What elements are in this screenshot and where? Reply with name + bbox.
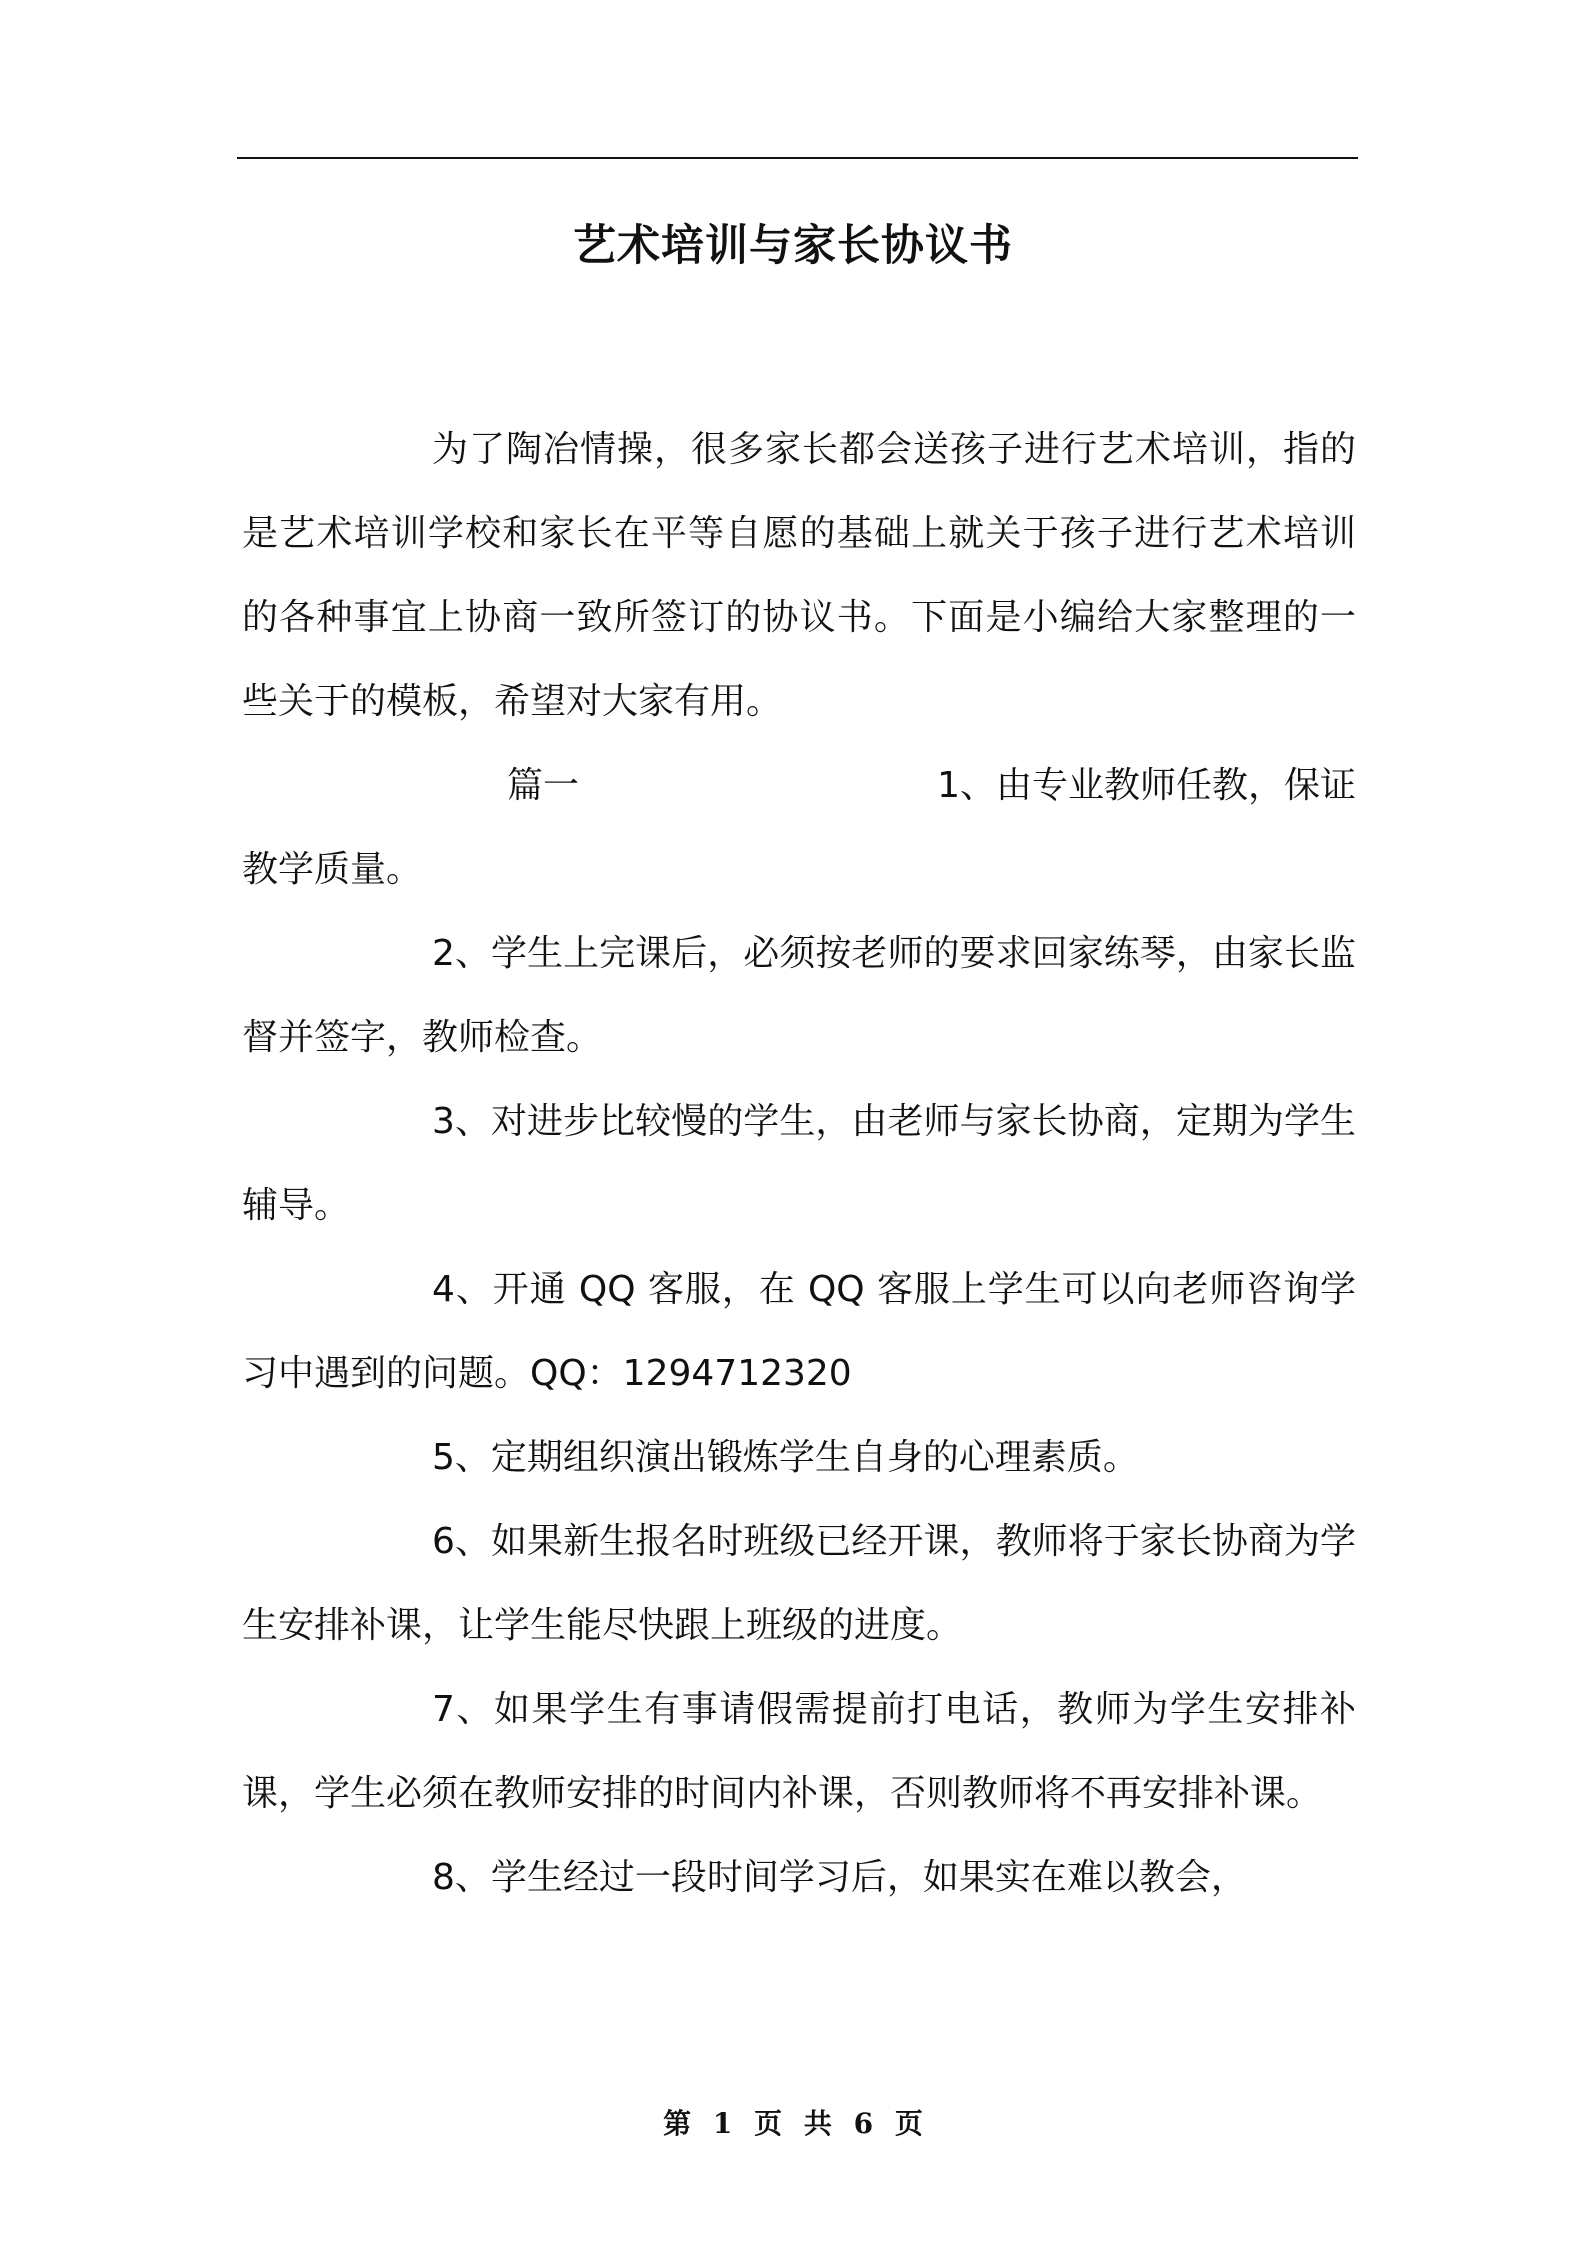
intro-paragraph: 为了陶冶情操，很多家长都会送孩子进行艺术培训，指的是艺术培训学校和家长在平等自愿的基础上就关于孩子进行艺术培训的各种事宜上协商一致所签订的协议书。下面是小编给大家整理的一些关于的模板，希望对大家有用。: [242, 429, 1356, 722]
list-item: 6、如果新生报名时班级已经开课，教师将于家长协商为学生安排补课，让学生能尽快跟上班级的进度。: [242, 1521, 1356, 1646]
list-item: 2、学生上完课后，必须按老师的要求回家练琴，由家长监督并签字，教师检查。: [242, 933, 1356, 1058]
header-rule: [237, 157, 1358, 159]
section-heading-row: [507, 744, 1356, 828]
document-body: [242, 408, 1356, 1920]
item-1-start: 1、由专业教师任教，保证: [937, 765, 1356, 806]
item-1-end: 教学质量。: [242, 849, 423, 890]
list-item: 5、定期组织演出锻炼学生自身的心理素质。: [432, 1437, 1139, 1478]
list-item: 7、如果学生有事请假需提前打电话，教师为学生安排补课，学生必须在教师安排的时间内补课，否则教师将不再安排补课。: [242, 1689, 1356, 1814]
list-item: 4、开通 QQ 客服，在 QQ 客服上学生可以向老师咨询学习中遇到的问题。QQ：1294712320: [242, 1269, 1356, 1394]
document-title: 艺术培训与家长协议书: [573, 221, 1013, 271]
section-label: 篇一: [507, 765, 580, 806]
list-item: 8、学生经过一段时间学习后，如果实在难以教会，: [432, 1857, 1247, 1898]
list-item: 3、对进步比较慢的学生，由老师与家长协商，定期为学生辅导。: [242, 1101, 1356, 1226]
page-number-footer: 第 1 页 共 6 页: [663, 2107, 923, 2140]
